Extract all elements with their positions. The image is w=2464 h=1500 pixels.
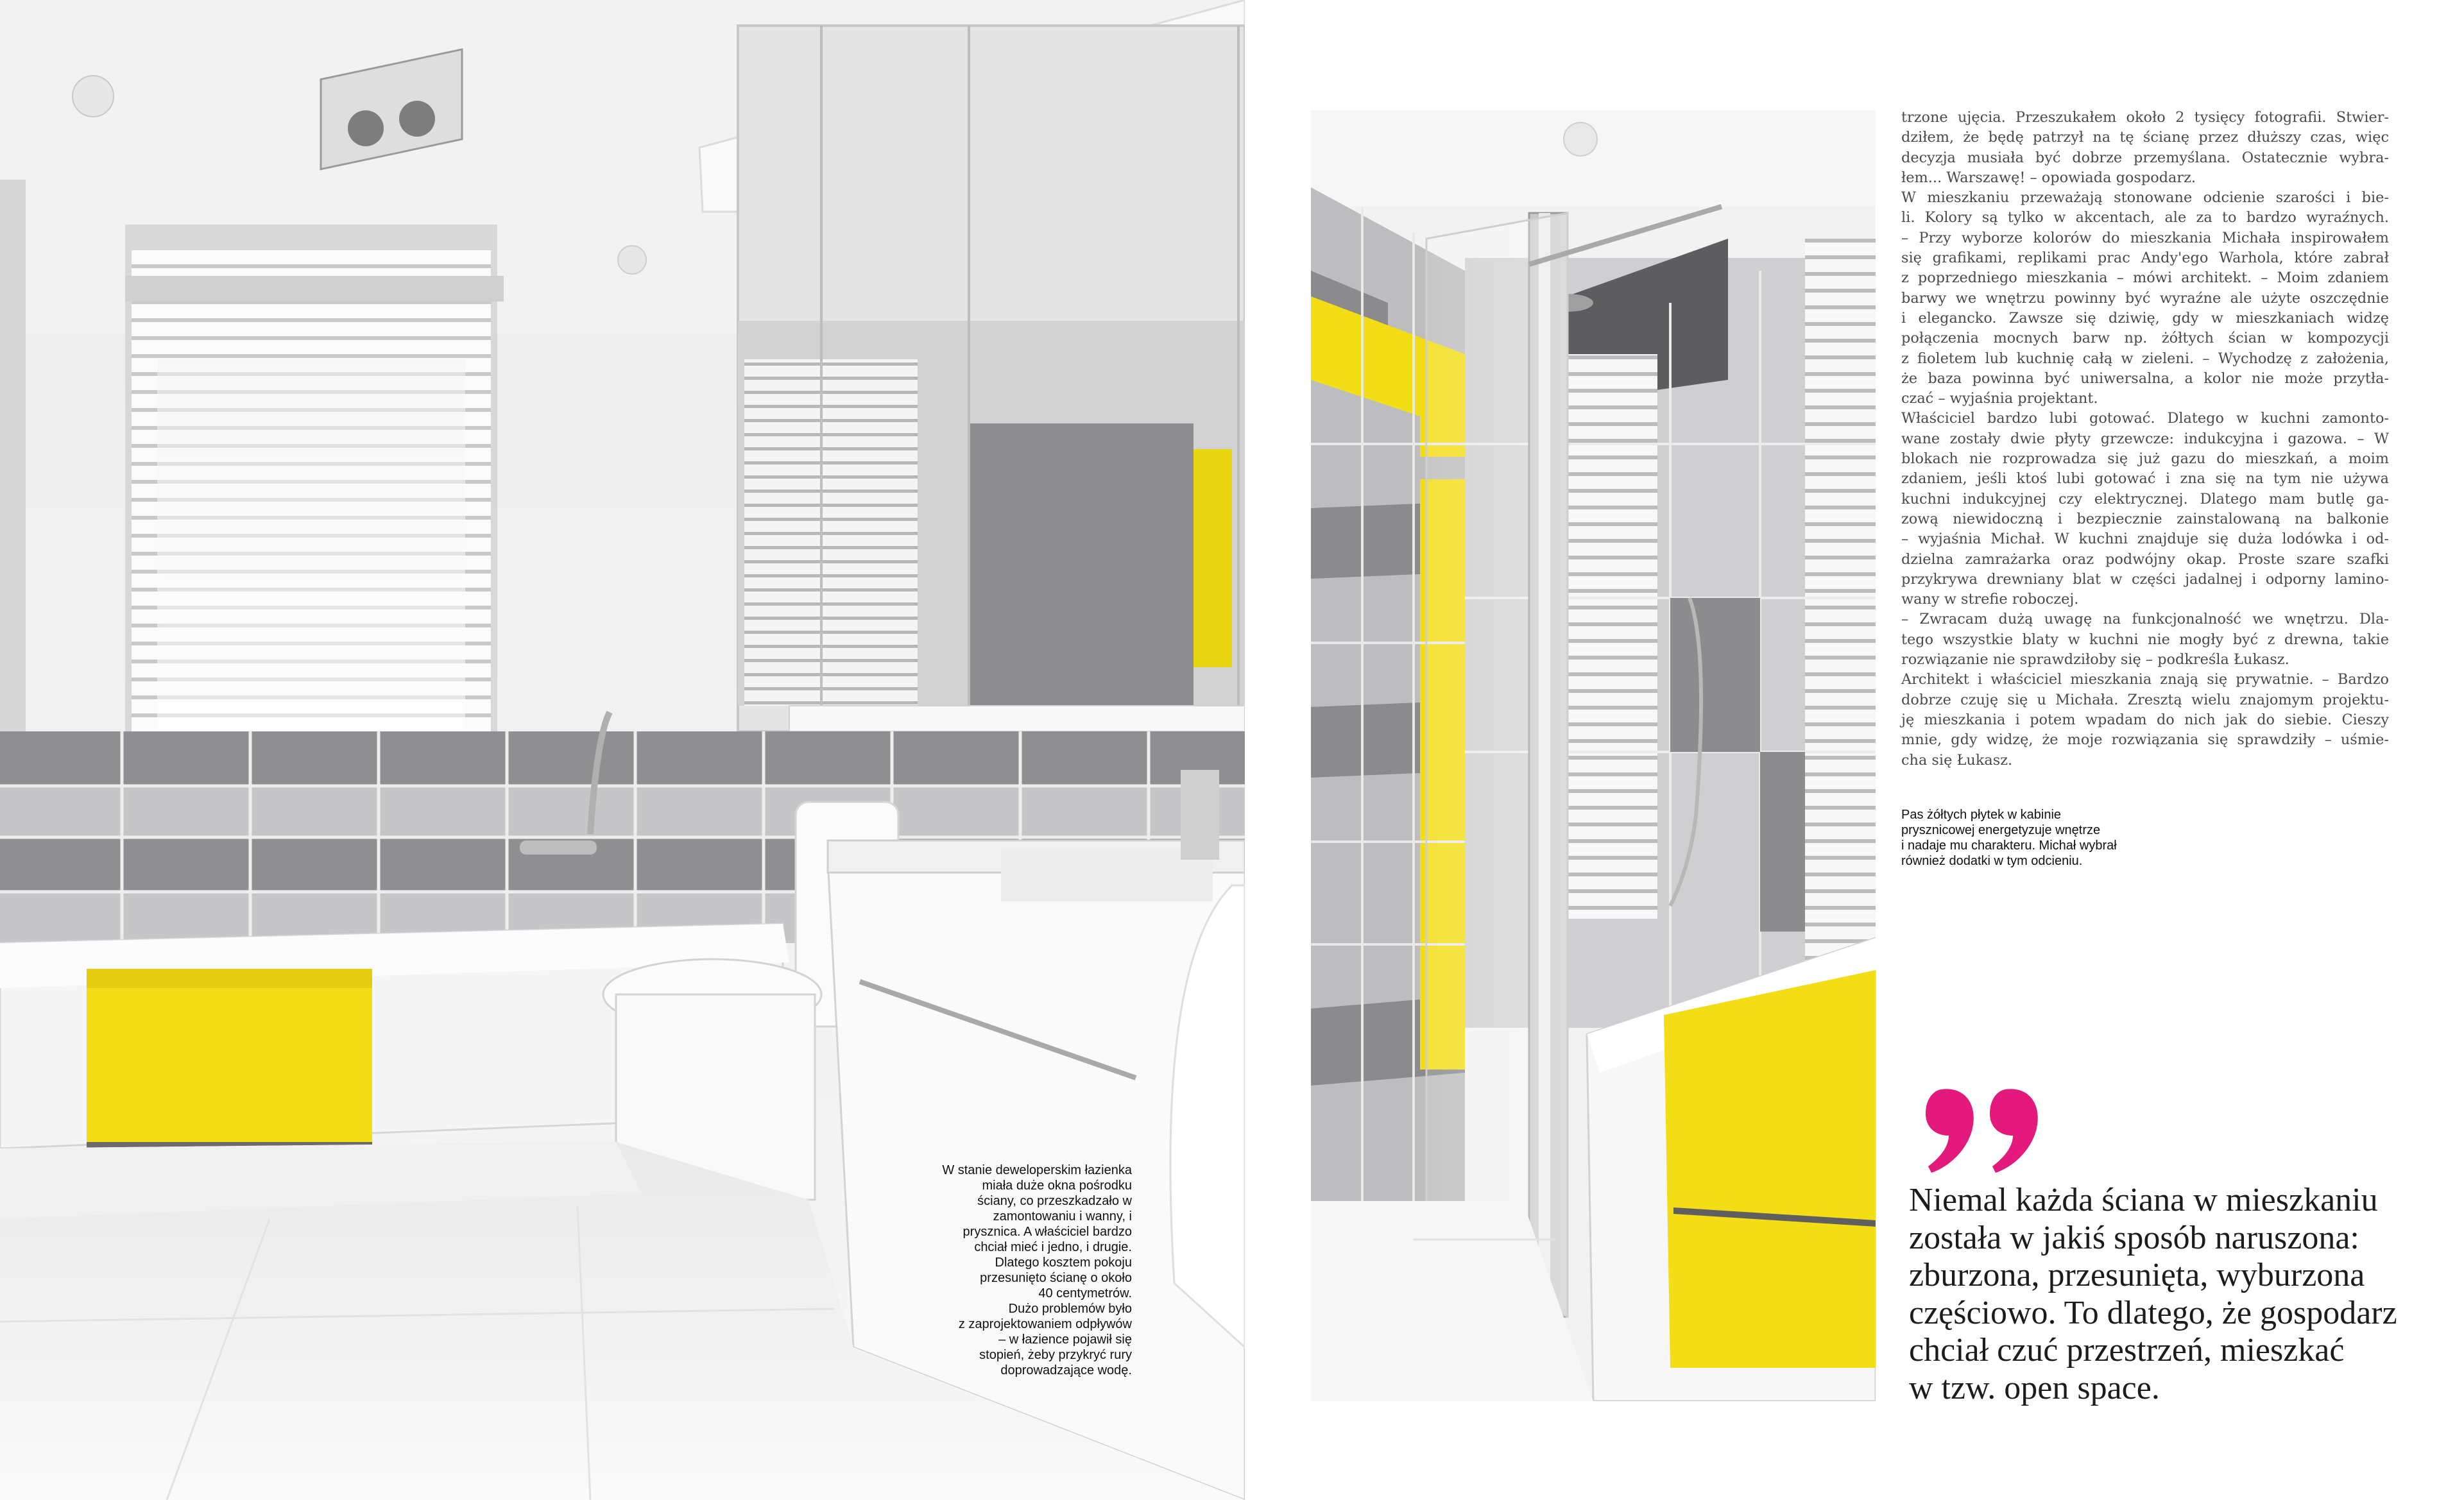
caption-line: chciał mieć i jedno, i drugie. xyxy=(974,1240,1132,1254)
body-text-line: wane zostały dwie płyty grzewcze: indukcyjna i gazowa. – W xyxy=(1901,430,2389,447)
quote-mark-left-glyph xyxy=(1926,1089,1974,1173)
caption-line: – w łazience pojawił się xyxy=(998,1333,1132,1347)
body-text-line: i elegancko. Zawsze się dziwię, gdy w mieszkaniach widzę xyxy=(1901,309,2389,327)
body-text-line: dobrze czuję się u Michała. Zresztą wielu znajomym projektu- xyxy=(1901,691,2389,708)
yellow-towel xyxy=(87,969,372,1174)
caption-line: 40 centymetrów. xyxy=(1038,1286,1132,1300)
caption-line: zamontowaniu i wanny, i xyxy=(993,1209,1132,1223)
body-text-line: tego wszystkie blaty w kuchni nie mogły być z drewna, takie xyxy=(1901,631,2389,648)
yellow-towel xyxy=(1664,970,1876,1368)
body-text-line: barwy we wnętrzu powinny być wyraźne ale użyte oszczędnie xyxy=(1901,289,2389,307)
body-text-line: – Przy wyborze kolorów do mieszkania Michała inspirowałem xyxy=(1901,229,2389,246)
body-text-line: zową niewidoczną i bezpiecznie zainstalowaną na balkonie xyxy=(1901,510,2389,527)
quotation-mark-icon xyxy=(1915,1077,2044,1179)
pull-quote-line: zburzona, przesunięta, wyburzona xyxy=(1909,1257,2365,1293)
body-text-line: dzielna zamrażarka oraz podwójny okap. Proste szare szafki xyxy=(1901,550,2389,568)
caption-line: Dlatego kosztem pokoju xyxy=(995,1256,1132,1270)
body-text-line: trzone ujęcia. Przeszukałem około 2 tysięcy fotografii. Stwier- xyxy=(1901,109,2389,126)
caption-line: również dodatki w tym odcieniu. xyxy=(1901,854,2083,868)
body-text-line: ję mieszkania i potem wpadam do nich jak do siebie. Cieszy xyxy=(1901,711,2389,728)
body-text-line: mnie, gdy widzę, że moje rozwiązania się sprawdziły – uśmie- xyxy=(1901,731,2389,749)
body-text-line: kuchni indukcyjnej czy elektrycznej. Dlatego mam butlę ga- xyxy=(1901,490,2389,507)
caption-line: miała duże okna pośrodku xyxy=(982,1179,1132,1193)
body-text-line: wany w strefie roboczej. xyxy=(1901,591,2079,608)
pull-quote-line: została w jakiś sposób naruszona: xyxy=(1909,1219,2359,1256)
body-text-line: przykrywa drewniany blat w części jadalnej i odporny lamino- xyxy=(1901,570,2389,588)
pull-quote-line: częściowo. To dlatego, że gospodarz xyxy=(1909,1294,2397,1331)
bathroom-photo-right xyxy=(1311,110,1876,1401)
body-text-line: czać – wyjaśnia projektant. xyxy=(1901,390,2098,407)
body-text-line: łem... Warszawę! – opowiada gospodarz. xyxy=(1901,169,2196,186)
caption-line: stopień, żeby przykryć rury xyxy=(979,1348,1132,1362)
body-text-line: z poprzedniego mieszkania – mówi architekt. – Moim zdaniem xyxy=(1901,269,2389,287)
caption-line: prysznicowej energetyzuje wnętrze xyxy=(1901,823,2101,837)
caption-line: przesunięto ścianę o około xyxy=(980,1271,1132,1285)
body-text-line: decyzja musiała być dobrze przemyślana. Ostatecznie wybra- xyxy=(1901,149,2389,166)
pull-quote-line: w tzw. open space. xyxy=(1909,1369,2160,1406)
body-text-line: rozwiązanie nie sprawdziłoby się – podkreśla Łukasz. xyxy=(1901,651,2289,669)
photo-caption-left xyxy=(915,1163,1132,1378)
caption-line: Dużo problemów było xyxy=(1008,1302,1132,1316)
body-text-line: Architekt i właściciel mieszkania znają się prywatnie. – Bardzo xyxy=(1901,671,2389,688)
pull-quote-line: Niemal każda ściana w mieszkaniu xyxy=(1909,1182,2378,1218)
caption-line: i nadaje mu charakteru. Michał wybrał xyxy=(1901,839,2117,853)
bathroom-photo-shower-yellow-tiles xyxy=(1311,110,1876,1401)
body-text-line: – wyjaśnia Michał. W kuchni znajduje się duża lodówka i od- xyxy=(1901,531,2389,548)
body-text-line: li. Kolory są tylko w akcentach, ale za to bardzo wyraźnych. xyxy=(1901,209,2389,226)
caption-line: Pas żółtych płytek w kabinie xyxy=(1901,808,2062,822)
caption-line: doprowadzające wodę. xyxy=(1000,1363,1132,1377)
body-text-line: dziłem, że będę patrzył na tę ścianę przez dłuższy czas, więc xyxy=(1901,129,2389,146)
photo-caption-right xyxy=(1901,807,2152,869)
body-text-line: – Zwracam dużą uwagę na funkcjonalność we wnętrzu. Dla- xyxy=(1901,611,2389,628)
body-text-line: z fioletem lub kuchnię całą w zieleni. – Wychodzę z założenia, xyxy=(1901,350,2389,367)
body-text-line: W mieszkaniu przeważają stonowane odcienie szarości i bie- xyxy=(1901,189,2389,207)
pull-quote xyxy=(1909,1182,2416,1407)
body-text-line: że baza powinna być uniwersalna, a kolor nie może przytła- xyxy=(1901,370,2389,387)
quote-mark-right-glyph xyxy=(1990,1089,2038,1173)
body-text-line: cha się Łukasz. xyxy=(1901,751,2013,769)
body-text-line: blokach nie rozprowadza się już gazu do mieszkań, a moim xyxy=(1901,450,2389,468)
body-text-line: Właściciel bardzo lubi gotować. Dlatego w kuchni zamonto- xyxy=(1901,410,2389,427)
body-text-line: zdaniem, jeśli ktoś lubi gotować i zna się na tym nie używa xyxy=(1901,470,2389,488)
body-text-line: połączenia mocnych barw np. żółtych ścian w kompozycji xyxy=(1901,330,2389,347)
caption-line: z zaprojektowaniem odpływów xyxy=(958,1317,1132,1331)
caption-line: W stanie deweloperskim łazienka xyxy=(942,1163,1132,1177)
body-text-line: się grafikami, replikami prac Andy'ego Warhola, które zabrał xyxy=(1901,250,2389,267)
caption-line: prysznica. A właściciel bardzo xyxy=(963,1225,1132,1239)
pull-quote-line: chciał czuć przestrzeń, mieszkać xyxy=(1909,1332,2345,1368)
article-body-text xyxy=(1901,108,2389,771)
caption-line: ściany, co przeszkadzało w xyxy=(977,1194,1132,1208)
